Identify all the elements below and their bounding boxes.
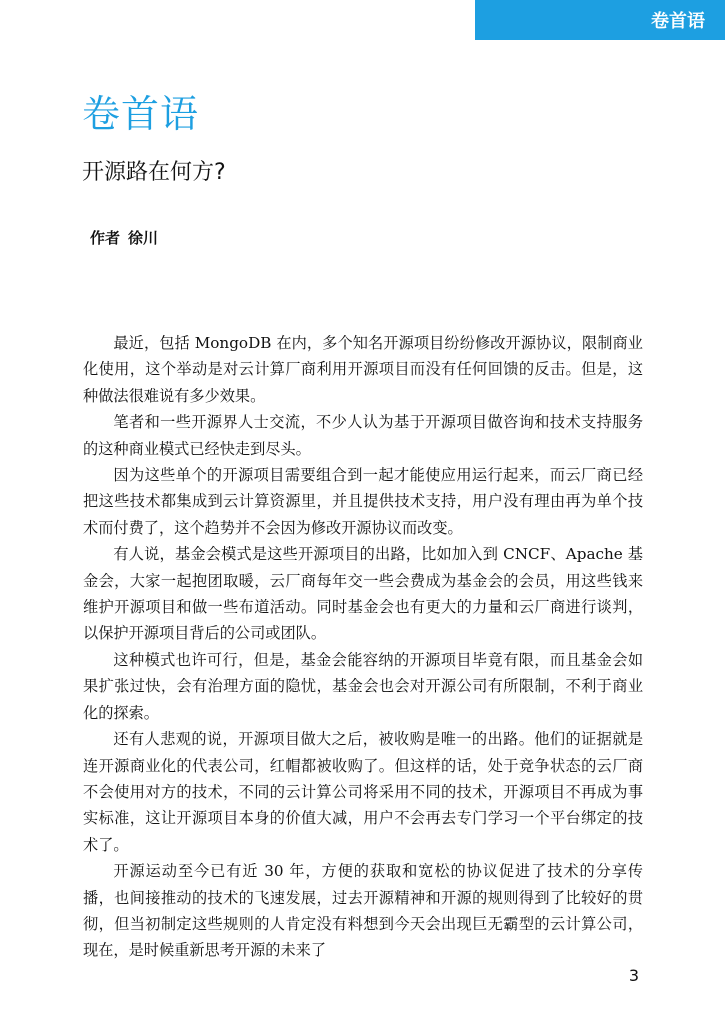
- page-subtitle: 开源路在何方?: [82, 160, 226, 185]
- article-paragraph: 笔者和一些开源界人士交流，不少人认为基于开源项目做咨询和技术支持服务的这种商业模式已经快走到尽头。: [83, 413, 643, 458]
- article-paragraph: 还有人悲观的说，开源项目做大之后，被收购是唯一的出路。他们的证据就是连开源商业化的代表公司，红帽都被收购了。但这样的话，处于竞争状态的云厂商不会使用对方的技术，不同的云计算公司将采用不同的技术，开源项目不再成为事实标准，这让开源项目本身的价值大减，用户不会再去专门学习一个平台绑定的技术了。: [83, 730, 643, 854]
- byline-label: 作者: [90, 229, 121, 247]
- byline: [90, 229, 158, 247]
- article-paragraph: 这种模式也许可行，但是，基金会能容纳的开源项目毕竟有限，而且基金会如果扩张过快，会有治理方面的隐忧，基金会也会对开源公司有所限制，不利于商业化的探索。: [83, 650, 643, 722]
- article-paragraph: 最近，包括 MongoDB 在内，多个知名开源项目纷纷修改开源协议，限制商业化使用，这个举动是对云计算厂商利用开源项目而没有任何回馈的反击。但是，这种做法很难说有多少效果。: [83, 334, 643, 405]
- article-paragraph: 开源运动至今已有近 30 年，方便的获取和宽松的协议促进了技术的分享传播，也间接推动的技术的飞速发展，过去开源精神和开源的规则得到了比较好的贯彻，但当初制定这些规则的人肯定没有料想到今天会出现巨无霸型的云计算公司，现在，是时候重新思考开源的未来了: [83, 862, 643, 960]
- section-label: 卷首语: [651, 11, 705, 32]
- article-body: [83, 330, 643, 964]
- page-title: 卷首语: [82, 92, 200, 136]
- article-paragraph: 有人说，基金会模式是这些开源项目的出路，比如加入到 CNCF、Apache 基金会，大家一起抱团取暖，云厂商每年交一些会费成为基金会的会员，用这些钱来维护开源项目和做一些布道活动。同时基金会也有更大的力量和云厂商进行谈判，以保护开源项目背后的公司或团队。: [83, 545, 643, 643]
- section-header-tab: [475, 0, 725, 40]
- page-number: 3: [628, 966, 639, 985]
- article-paragraph: 因为这些单个的开源项目需要组合到一起才能使应用运行起来，而云厂商已经把这些技术都集成到云计算资源里，并且提供技术支持，用户没有理由再为单个技术而付费了，这个趋势并不会因为修改开源协议而改变。: [83, 466, 643, 537]
- author-name: 徐川: [128, 229, 159, 247]
